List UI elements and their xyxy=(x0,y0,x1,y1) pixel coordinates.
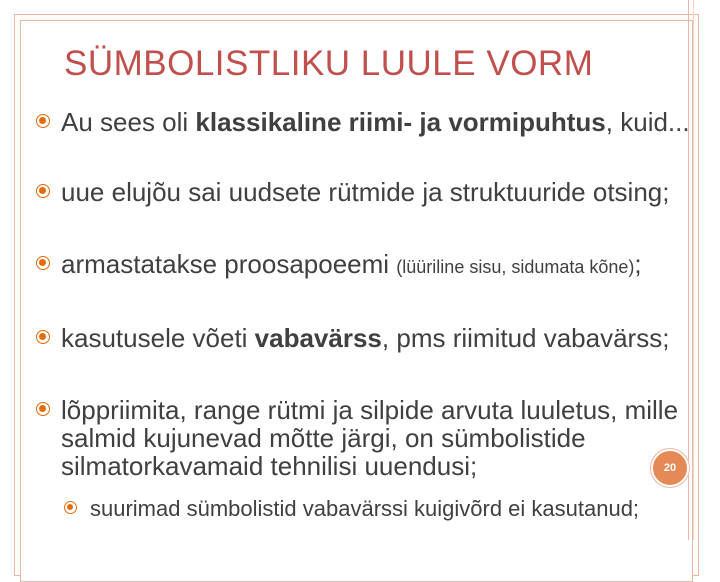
bullet-icon xyxy=(36,330,50,344)
page-number-badge: 20 xyxy=(651,449,689,487)
bullet-icon xyxy=(36,184,50,198)
bullet-icon xyxy=(36,114,50,128)
slide-title: SÜMBOLISTLIKU LUULE VORM xyxy=(64,44,594,83)
bullet-item xyxy=(36,108,701,136)
bullet-icon xyxy=(36,256,50,270)
bullet-text: Au sees oli xyxy=(61,107,196,137)
bullet-text: ; xyxy=(634,249,642,279)
sub-bullet-text: suurimad sümbolistid vabavärssi kuigivõrd ei kasutanud; xyxy=(90,496,640,521)
bullet-text: , kuid... xyxy=(605,107,690,137)
bullet-note: (lüüriline sisu, sidumata kõne) xyxy=(396,257,635,277)
bullet-item xyxy=(36,178,701,206)
bullet-text: armastatakse proosapoeemi xyxy=(61,249,397,279)
sub-bullet-item xyxy=(64,496,690,522)
bullet-emphasis: klassikaline riimi- ja vormipuhtus xyxy=(195,107,606,137)
bullet-emphasis: vabavärss xyxy=(254,323,382,353)
bullet-text: uue elujõu sai uudsete rütmide ja struktuuride otsing; xyxy=(61,177,670,207)
bullet-icon xyxy=(36,402,50,416)
bullet-item xyxy=(36,324,701,352)
bullet-text: kasutusele võeti xyxy=(61,323,255,353)
bullet-item xyxy=(36,396,701,480)
bullet-item xyxy=(36,250,701,281)
bullet-text: lõppriimita, range rütmi ja silpide arvuta luuletus, mille salmid kujunevad mõtte järgi, on sümbolistide silmatorkavamaid tehnilisi uuendusi; xyxy=(61,395,679,481)
sub-bullet-icon xyxy=(64,501,77,514)
bullet-text: , pms riimitud vabavärss; xyxy=(381,323,670,353)
